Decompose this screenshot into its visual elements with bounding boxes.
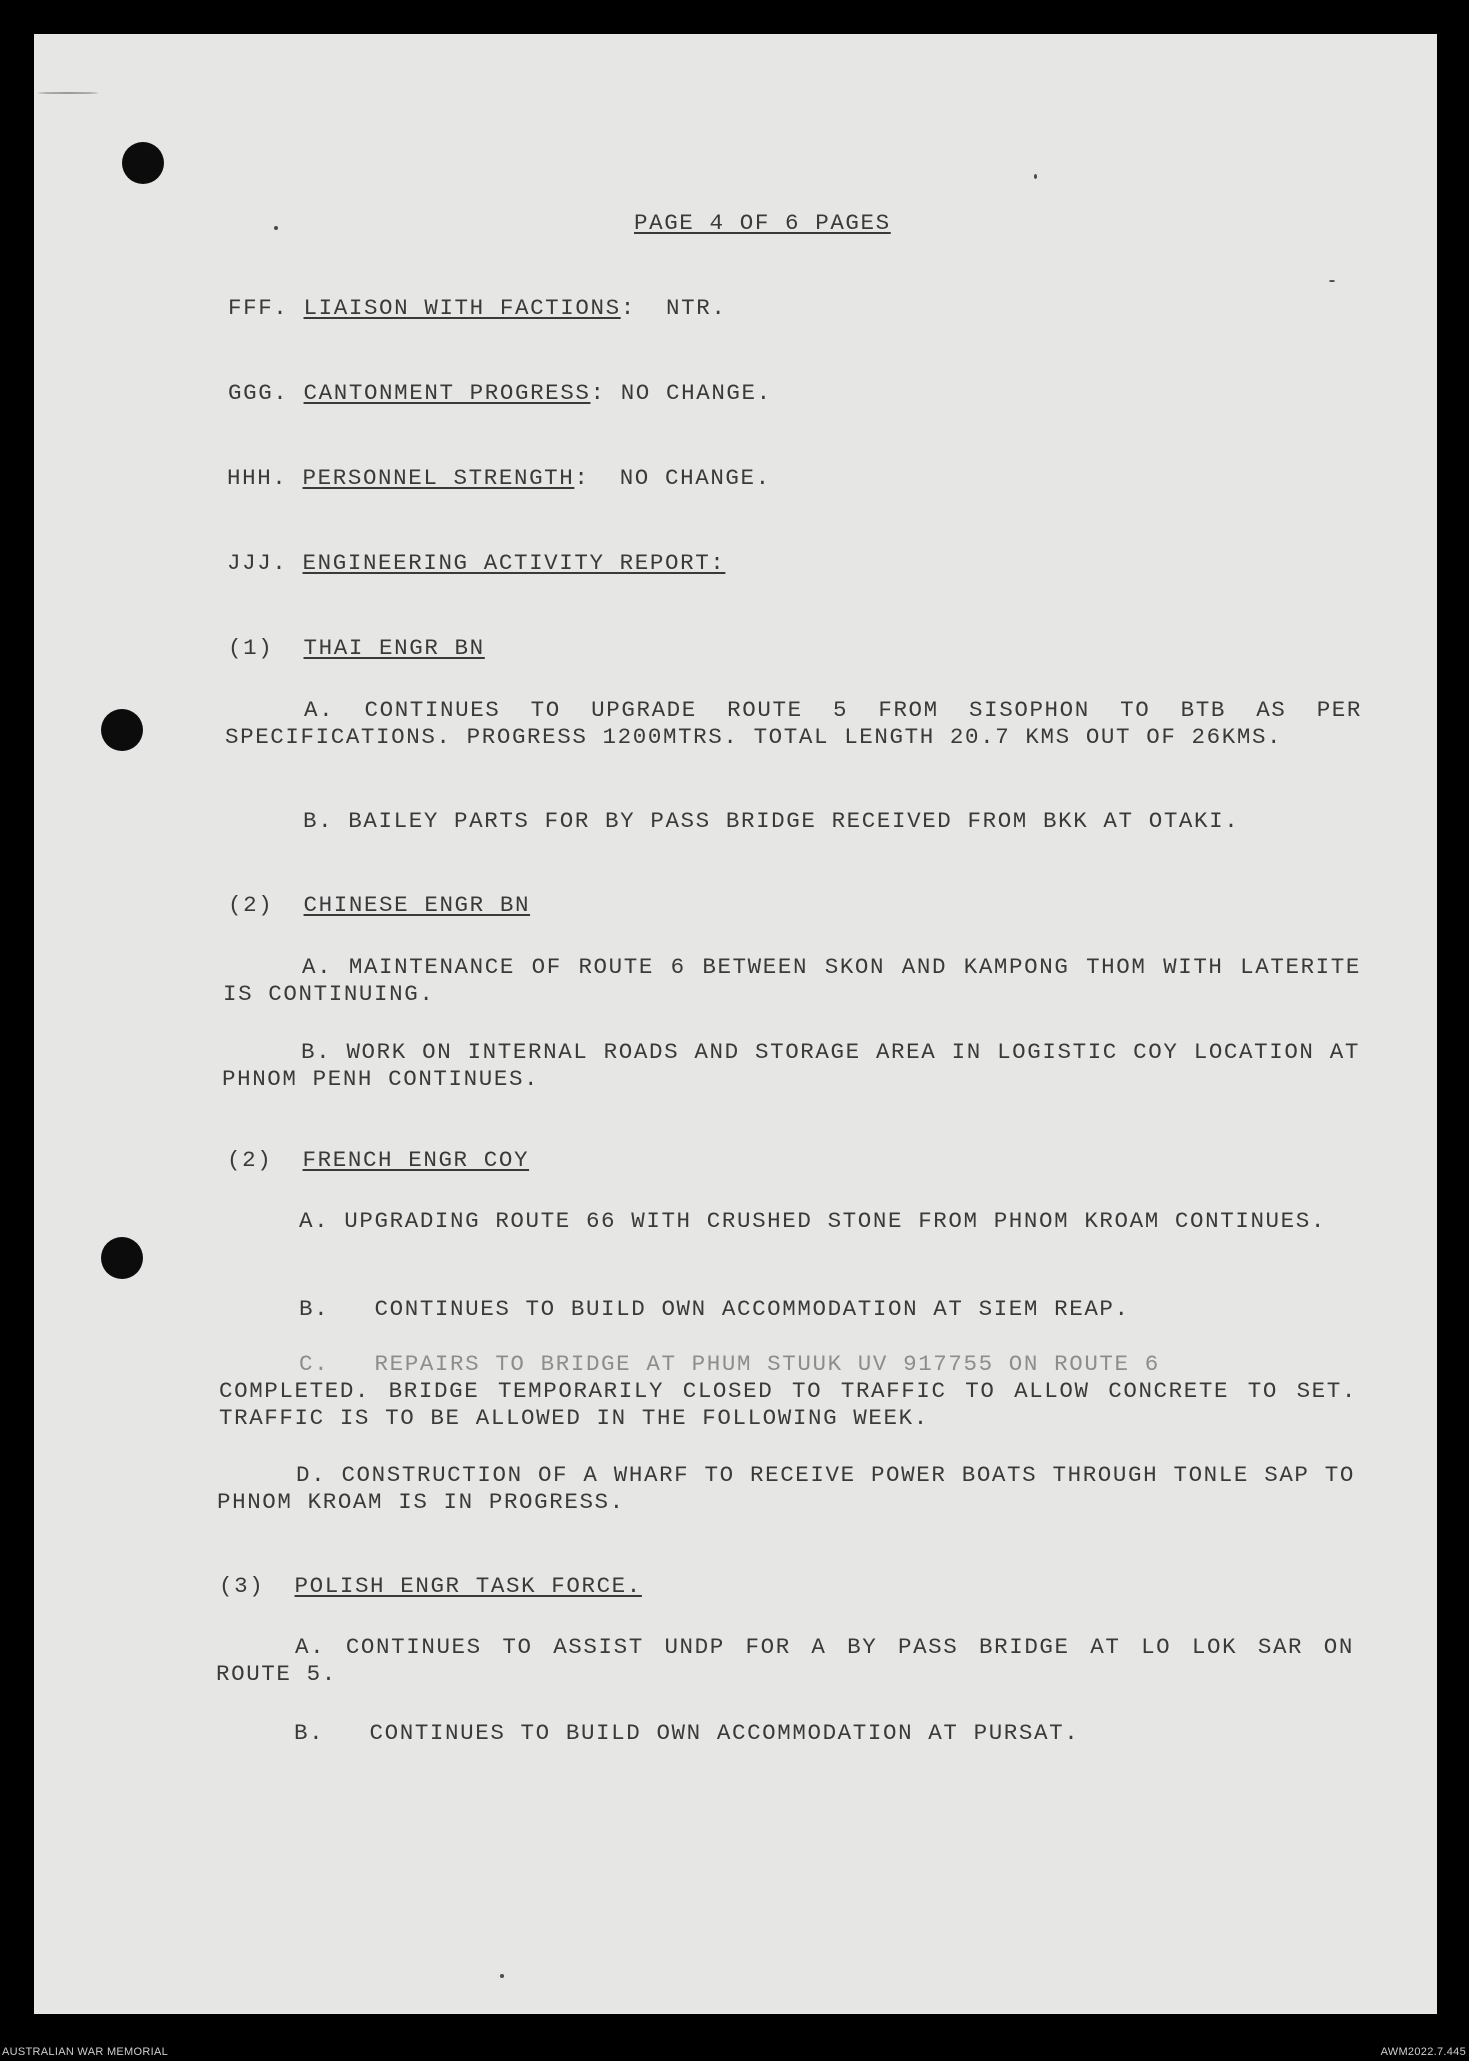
section-value: NO CHANGE. — [619, 465, 771, 491]
section-jjj — [227, 550, 725, 577]
chinese-item-a: A. MAINTENANCE OF ROUTE 6 BETWEEN SKON AND KAMPONG THOM WITH LATERITE IS CONTINUING. — [223, 954, 1361, 1007]
page-header: PAGE 4 OF 6 PAGES — [634, 210, 891, 236]
punch-hole — [101, 709, 143, 751]
footer-archive-ref: AWM2022.7.445 — [1380, 2046, 1466, 2058]
section-title: CANTONMENT PROGRESS — [303, 380, 591, 406]
french-item-c-faded: C. REPAIRS TO BRIDGE AT PHUM STUUK UV 917755 ON ROUTE 6 — [299, 1351, 1160, 1377]
section-colon: : — [590, 380, 606, 406]
unit-number: (3) — [219, 1573, 265, 1599]
thai-item-a: A. CONTINUES TO UPGRADE ROUTE 5 FROM SISOPHON TO BTB AS PER SPECIFICATIONS. PROGRESS 1200MTRS. TOTAL LENGTH 20.7 KMS OUT OF 26KMS. — [225, 697, 1362, 750]
section-colon: : — [574, 465, 590, 491]
french-item-d: D. CONSTRUCTION OF A WHARF TO RECEIVE POWER BOATS THROUGH TONLE SAP TO PHNOM KROAM IS IN PROGRESS. — [217, 1462, 1355, 1515]
paper-speck — [38, 92, 98, 94]
polish-item-a: A. CONTINUES TO ASSIST UNDP FOR A BY PASS BRIDGE AT LO LOK SAR ON ROUTE 5. — [216, 1634, 1354, 1687]
polish-item-b: B. CONTINUES TO BUILD OWN ACCOMMODATION AT PURSAT. — [294, 1720, 1080, 1746]
punch-hole — [122, 142, 164, 184]
section-hhh — [227, 465, 771, 492]
section-value: NO CHANGE. — [620, 380, 772, 406]
unit-number: (2) — [228, 892, 274, 918]
section-title: PERSONNEL STRENGTH — [302, 465, 575, 491]
section-code: FFF. — [228, 295, 289, 321]
section-colon: : — [620, 295, 636, 321]
unit-title: FRENCH ENGR COY — [302, 1147, 530, 1173]
unit-heading-french — [227, 1147, 529, 1174]
unit-number: (2) — [227, 1147, 273, 1173]
unit-title: CHINESE ENGR BN — [303, 892, 531, 918]
unit-number: (1) — [228, 635, 274, 661]
section-title: ENGINEERING ACTIVITY REPORT: — [302, 550, 726, 576]
section-code: GGG. — [228, 380, 289, 406]
chinese-item-b: B. WORK ON INTERNAL ROADS AND STORAGE AREA IN LOGISTIC COY LOCATION AT PHNOM PENH CONTINUES. — [222, 1039, 1360, 1092]
section-ggg — [228, 380, 772, 407]
unit-heading-chinese — [228, 892, 530, 919]
french-item-c: COMPLETED. BRIDGE TEMPORARILY CLOSED TO TRAFFIC TO ALLOW CONCRETE TO SET. TRAFFIC IS TO BE ALLOWED IN THE FOLLOWING WEEK. — [219, 1378, 1357, 1431]
paper-speck — [1329, 280, 1335, 282]
french-item-a: A. UPGRADING ROUTE 66 WITH CRUSHED STONE FROM PHNOM KROAM CONTINUES. — [299, 1208, 1326, 1234]
punch-hole — [101, 1237, 143, 1279]
unit-heading-polish — [219, 1573, 642, 1600]
paper-speck — [500, 1974, 504, 1978]
paper-speck — [274, 226, 278, 230]
unit-heading-thai — [228, 635, 485, 662]
section-code: JJJ. — [227, 550, 288, 576]
paper-speck — [1034, 174, 1037, 179]
footer-archive-name: AUSTRALIAN WAR MEMORIAL — [2, 2046, 169, 2058]
french-item-b: B. CONTINUES TO BUILD OWN ACCOMMODATION AT SIEM REAP. — [299, 1296, 1130, 1322]
section-title: LIAISON WITH FACTIONS — [303, 295, 621, 321]
unit-title: POLISH ENGR TASK FORCE. — [294, 1573, 642, 1599]
section-fff — [228, 295, 726, 322]
section-code: HHH. — [227, 465, 288, 491]
section-value: NTR. — [666, 295, 727, 321]
unit-title: THAI ENGR BN — [303, 635, 485, 661]
thai-item-b: B. BAILEY PARTS FOR BY PASS BRIDGE RECEIVED FROM BKK AT OTAKI. — [303, 808, 1240, 834]
document-page — [34, 34, 1437, 2014]
